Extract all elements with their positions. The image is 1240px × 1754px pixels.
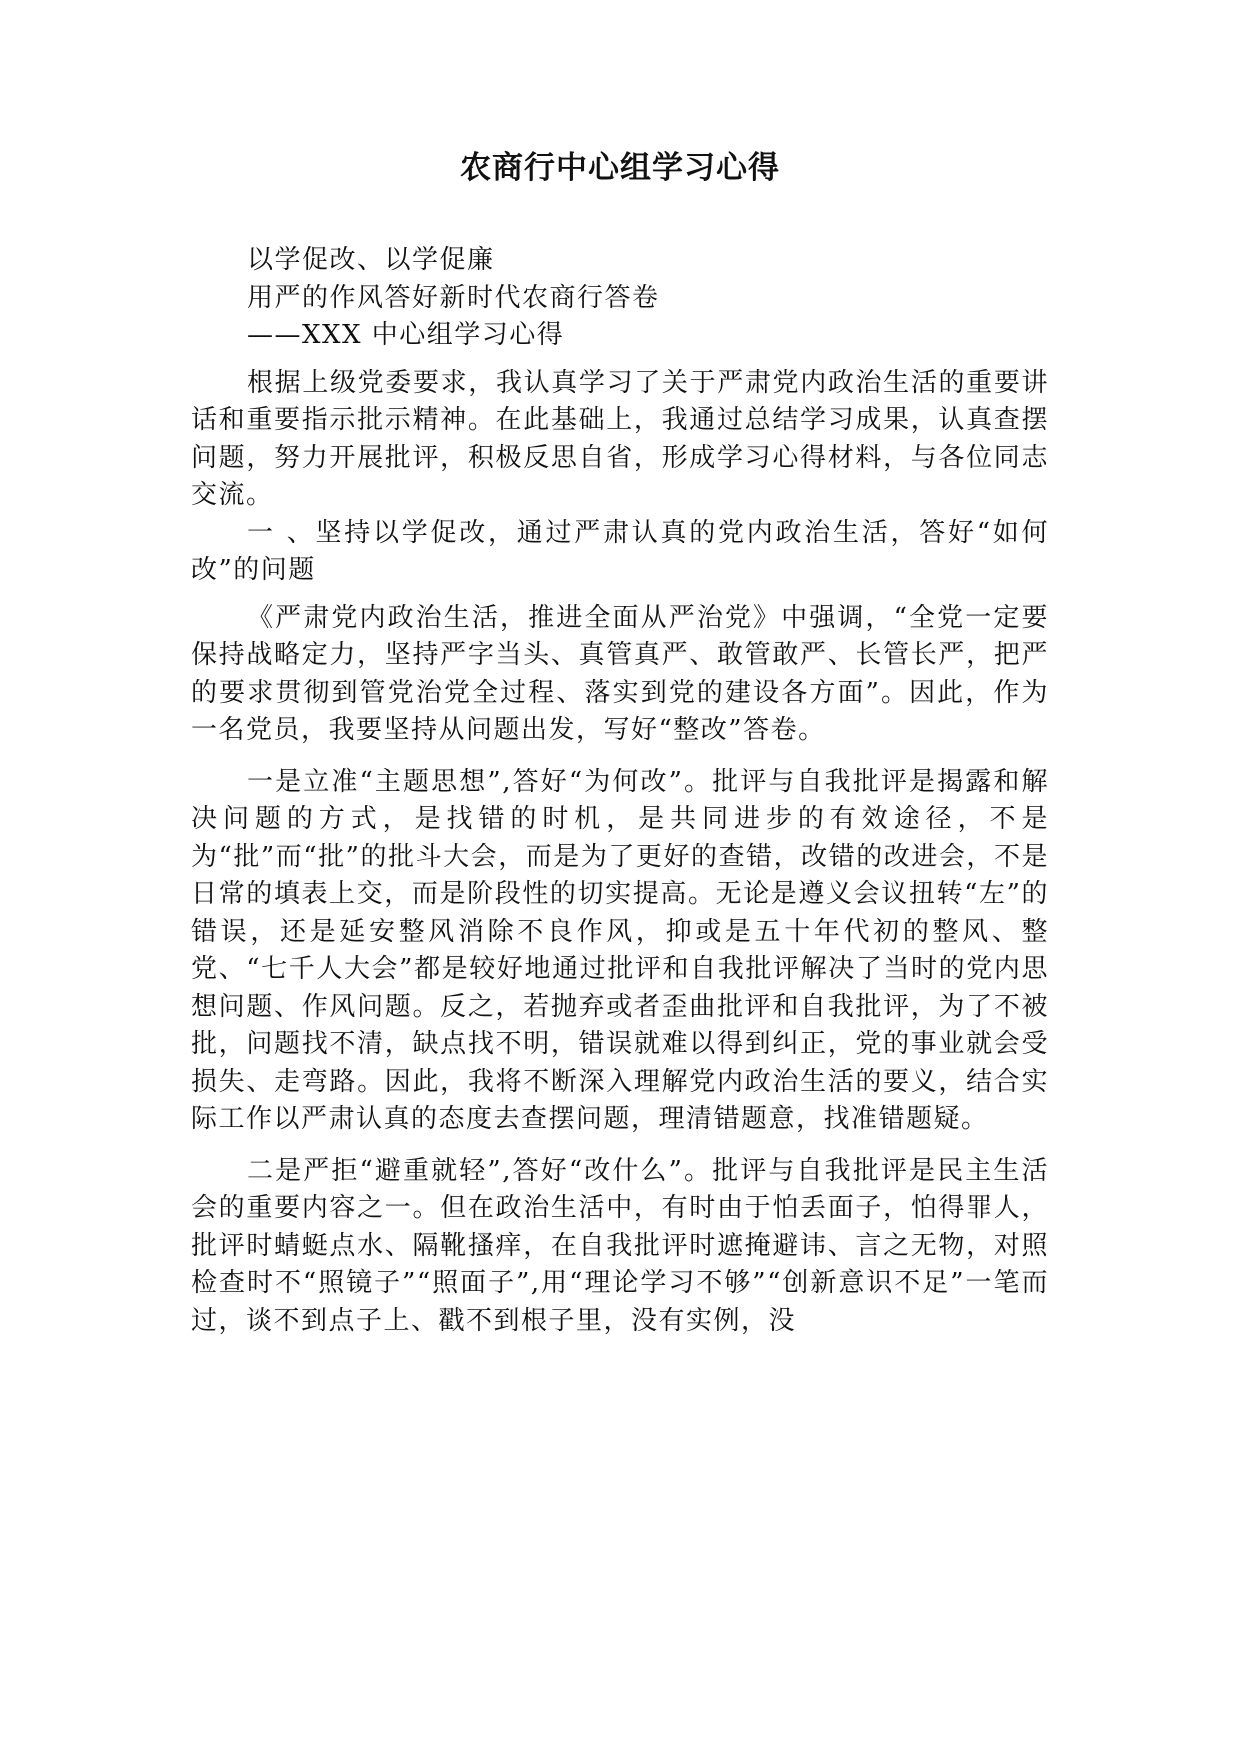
section-heading-1: 一 、坚持以学促改，通过严肃认真的党内政治生活，答好“如何改”的问题 <box>191 517 1049 585</box>
paragraph-point-1: 一是立准“主题思想”,答好“为何改”。批评与自我批评是揭露和解决问题的方式，是找错的时机，是共同进步的有效途径，不是为“批”而“批”的批斗大会，而是为了更好的查错，改错的改进会，不是日常的填表上交，而是阶段性的切实提高。无论是遵义会议扭转“左”的错误，还是延安整风消除不良作风，抑或是五十年代初的整风、整党、“七千人大会”都是较好地通过批评和自我批评解决了当时的党内思想问题、作风问题。反之，若抛弃或者歪曲批评和自我批评，为了不被批，问题找不清，缺点找不明，错误就难以得到纠正，党的事业就会受损失、走弯路。因此，我将不断深入理解党内政治生活的要义，结合实际工作以严肃认真的态度去查摆问题，理清错题意，找准错题疑。 <box>191 766 1049 1134</box>
paragraph-intro: 根据上级党委要求，我认真学习了关于严肃党内政治生活的重要讲话和重要指示批示精神。在此基础上，我通过总结学习成果，认真查摆问题，努力开展批评，积极反思自省，形成学习心得材料，与各位同志交流。 <box>191 367 1049 510</box>
document-title: 农商行中心组学习心得 <box>460 150 780 186</box>
paragraph-point-2: 二是严拒“避重就轻”,答好“改什么”。批评与自我批评是民主生活会的重要内容之一。但在政治生活中，有时由于怕丢面子，怕得罪人，批评时蜻蜓点水、隔靴搔痒，在自我批评时遮掩避讳、言之无物，对照检查时不“照镜子”“照面子”,用“理论学习不够”“创新意识不足”一笔而过，谈不到点子上、戳不到根子里，没有实例，没 <box>191 1155 1049 1336</box>
paragraph-quote: 《严肃党内政治生活，推进全面从严治党》中强调，“全党一定要保持战略定力，坚持严字当头、真管真严、敢管敢严、长管长严，把严的要求贯彻到管党治党全过程、落实到党的建设各方面”。因此，作为一名党员，我要坚持从问题出发，写好“整改”答卷。 <box>191 602 1049 745</box>
subtitle-line-2: 用严的作风答好新时代农商行答卷 <box>247 282 660 313</box>
subtitle-line-3: ——XXX 中心组学习心得 <box>247 320 565 350</box>
document-body <box>191 242 1049 1340</box>
subtitle-line-1: 以学促改、以学促廉 <box>247 245 495 275</box>
